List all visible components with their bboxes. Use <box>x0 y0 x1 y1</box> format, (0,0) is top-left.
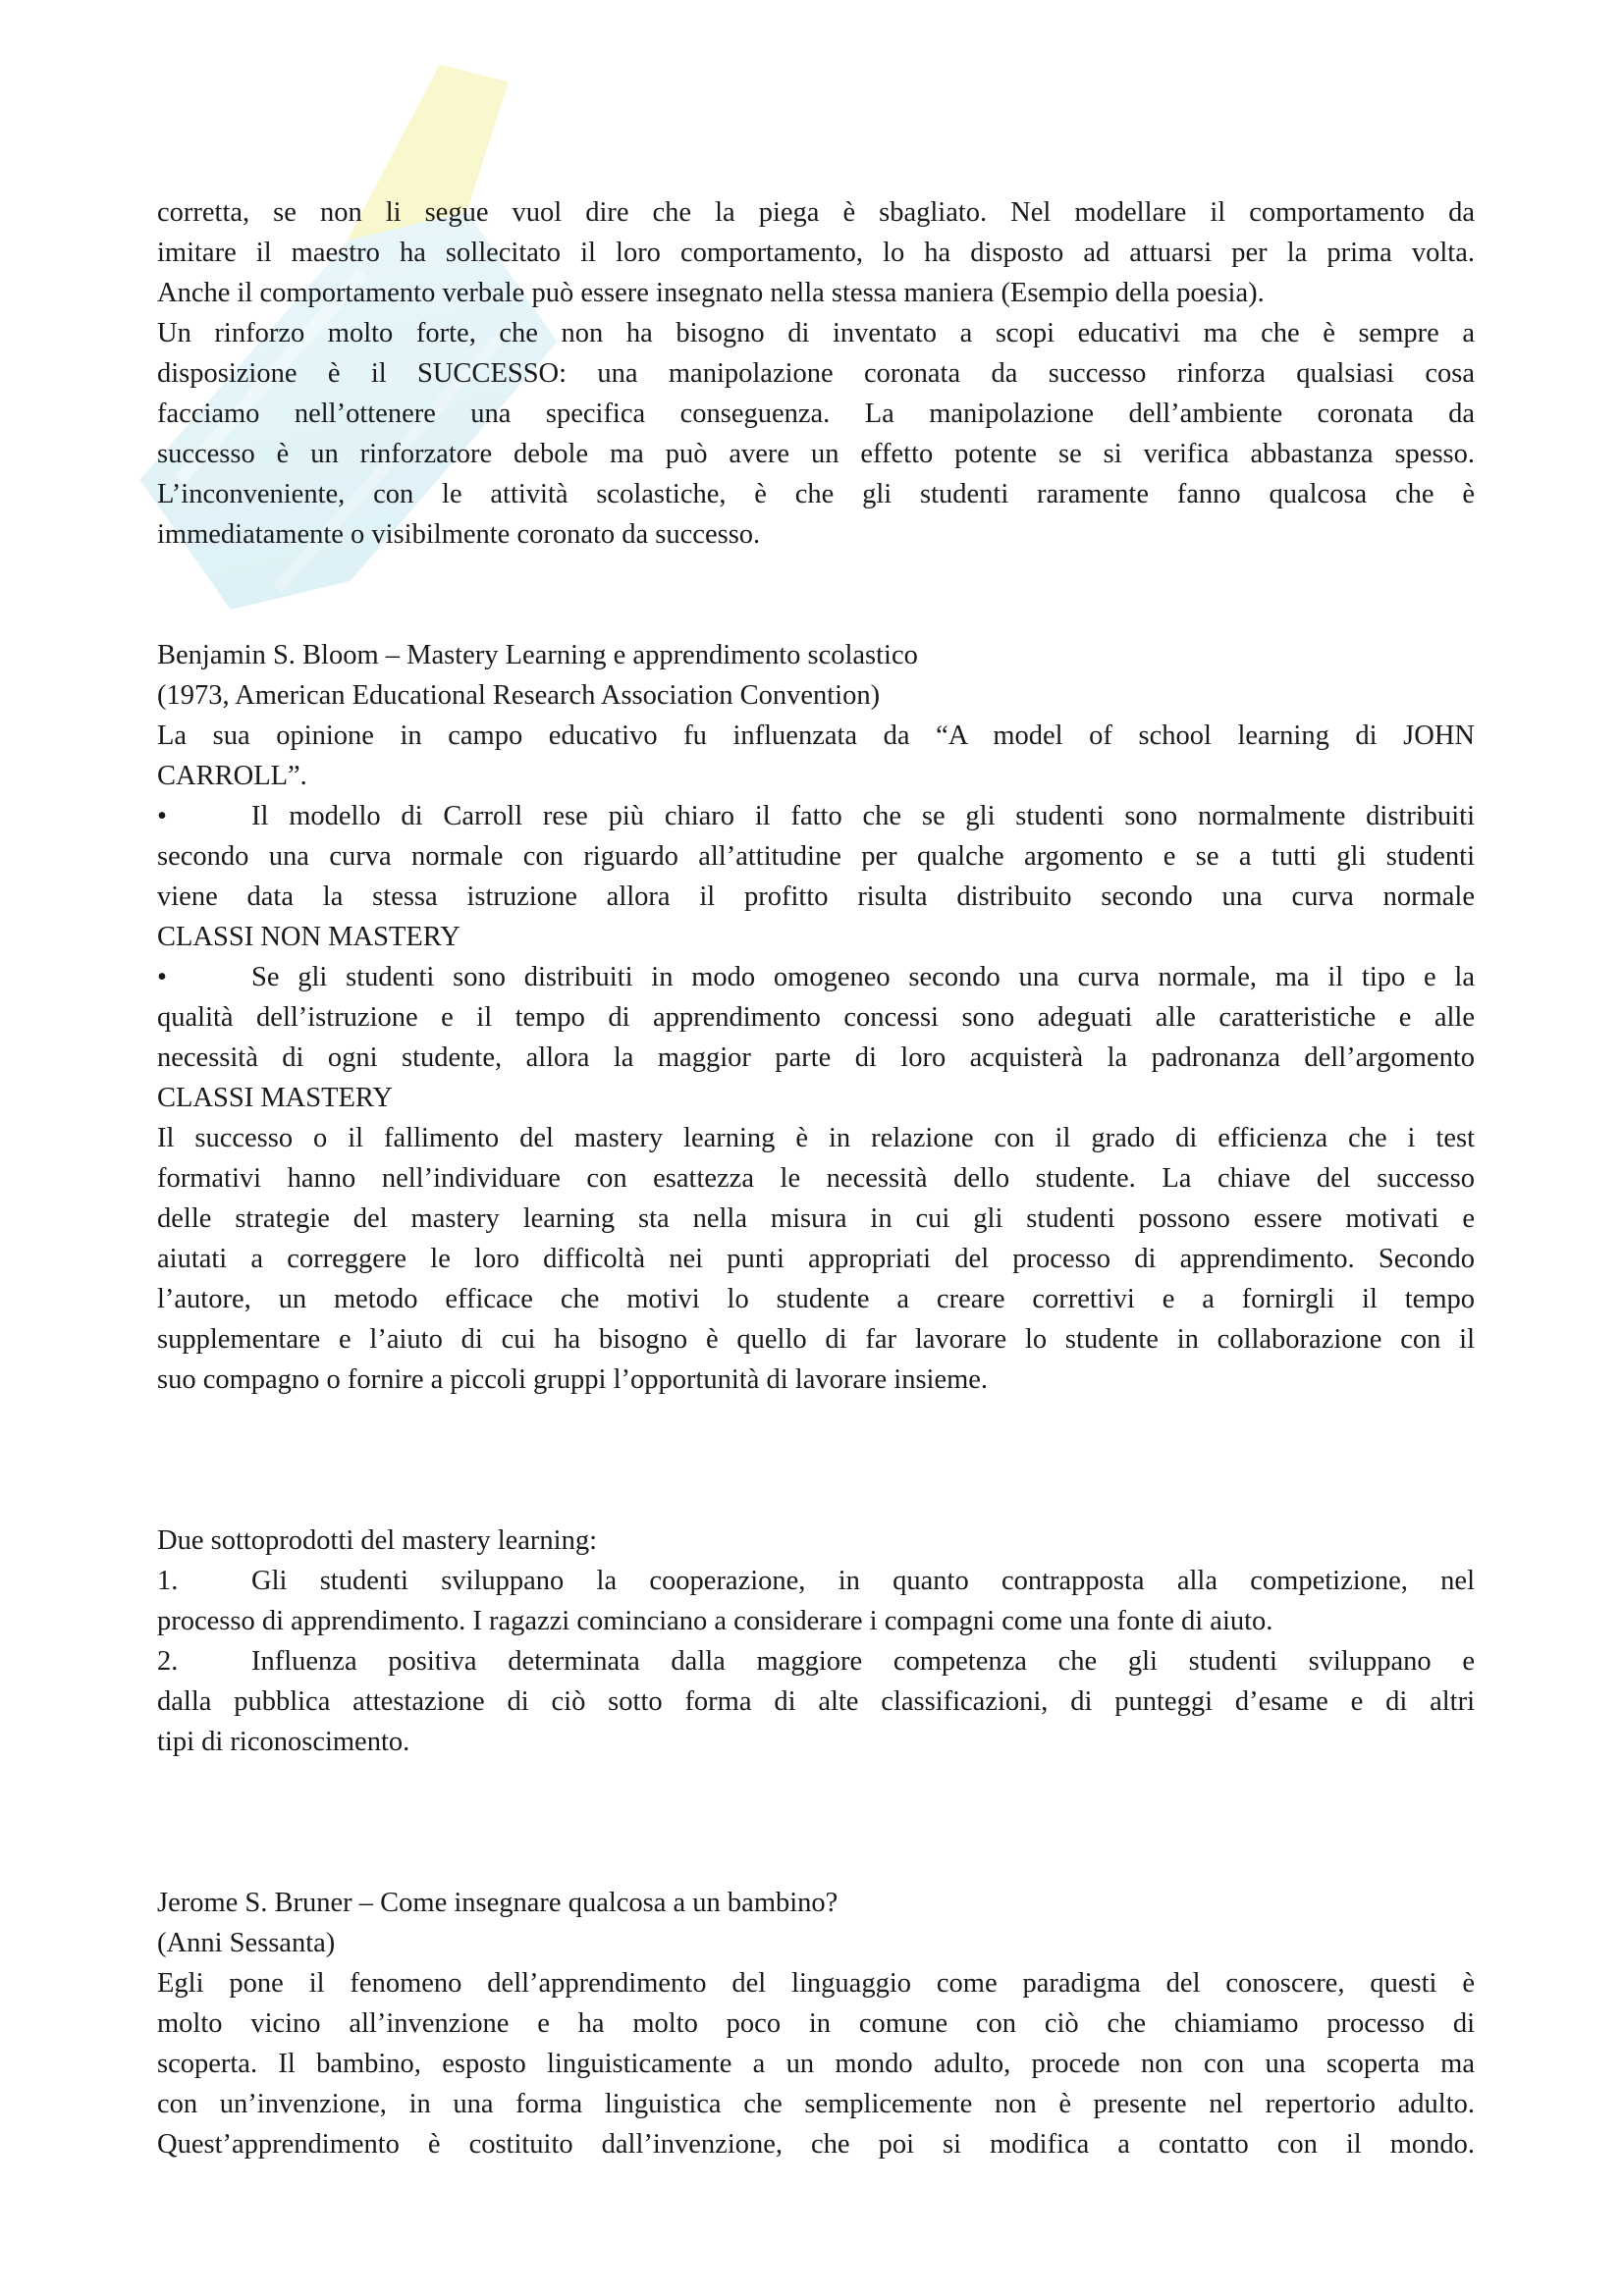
intro-line: Un rinforzo molto forte, che non ha bisogno di inventato a scopi educativi ma che è sempre a <box>157 318 1475 348</box>
bullet-text: viene data la stessa istruzione allora il profitto risulta distribuito secondo una curva normale <box>157 881 1475 912</box>
byproducts-heading: Due sottoprodotti del mastery learning: <box>157 1525 597 1556</box>
bloom-body-line: formativi hanno nell’individuare con esattezza le necessità dello studente. La chiave del successo <box>157 1163 1475 1194</box>
bruner-heading: Jerome S. Bruner – Come insegnare qualcosa a un bambino? <box>157 1888 839 1918</box>
bloom-body-line: delle strategie del mastery learning sta nella misura in cui gli studenti possono essere motivati e <box>157 1203 1475 1234</box>
list-text: Influenza positiva determinata dalla maggiore competenza che gli studenti sviluppano e <box>251 1646 1475 1677</box>
bloom-section <box>157 635 1475 1400</box>
bullet-text: qualità dell’istruzione e il tempo di apprendimento concessi sono adeguati alle caratteristiche e alle <box>157 1002 1475 1033</box>
bullet-text: Il modello di Carroll rese più chiaro il fatto che se gli studenti sono normalmente distribuiti <box>251 801 1475 831</box>
bruner-body-line: scoperta. Il bambino, esposto linguisticamente a un mondo adulto, procede non con una scoperta ma <box>157 2049 1475 2079</box>
intro-line: L’inconveniente, con le attività scolastiche, è che gli studenti raramente fanno qualcosa che è <box>157 479 1475 509</box>
bullet-text: Se gli studenti sono distribuiti in modo omogeneo secondo una curva normale, ma il tipo e la <box>251 962 1475 992</box>
bloom-heading: Benjamin S. Bloom – Mastery Learning e apprendimento scolastico <box>157 640 918 670</box>
bruner-subheading: (Anni Sessanta) <box>157 1928 336 1958</box>
bloom-bullet-item <box>157 957 1475 1118</box>
bloom-body-line: suo compagno o fornire a piccoli gruppi l’opportunità di lavorare insieme. <box>157 1364 989 1395</box>
bruner-section <box>157 1883 1475 2164</box>
list-text: dalla pubblica attestazione di ciò sotto forma di alte classificazioni, di punteggi d’esame e di altri <box>157 1686 1475 1717</box>
bloom-bullet-item <box>157 796 1475 957</box>
intro-line: immediatamente o visibilmente coronato da successo. <box>157 519 761 550</box>
bloom-body-line: l’autore, un metodo efficace che motivi lo studente a creare correttivi e a fornirgli il tempo <box>157 1284 1475 1314</box>
bruner-body-line: molto vicino all’invenzione e ha molto poco in comune con ciò che chiamiamo processo di <box>157 2008 1475 2039</box>
list-marker: 2. <box>157 1646 179 1677</box>
list-text: Gli studenti sviluppano la cooperazione, in quanto contrapposta alla competizione, nel <box>251 1566 1475 1596</box>
byproducts-item <box>157 1561 1475 1641</box>
intro-line: Anche il comportamento verbale può essere insegnato nella stessa maniera (Esempio della poesia). <box>157 278 1265 308</box>
list-text: tipi di riconoscimento. <box>157 1727 410 1757</box>
bullet-text: CLASSI NON MASTERY <box>157 922 460 952</box>
bloom-body-line: aiutati a correggere le loro difficoltà nei punti appropriati del processo di apprendimento. Secondo <box>157 1244 1475 1274</box>
list-marker: 1. <box>157 1566 179 1596</box>
intro-section <box>157 192 1475 555</box>
bullet-marker: • <box>157 962 167 992</box>
byproducts-section <box>157 1521 1475 1762</box>
bullet-marker: • <box>157 801 167 831</box>
bullet-text: necessità di ogni studente, allora la maggior parte di loro acquisterà la padronanza dell’argomento <box>157 1042 1475 1073</box>
bloom-intro-line: La sua opinione in campo educativo fu influenzata da “A model of school learning di JOHN <box>157 721 1475 751</box>
intro-line: corretta, se non li segue vuol dire che la piega è sbagliato. Nel modellare il comportamento da <box>157 197 1475 228</box>
bloom-body-line: Il successo o il fallimento del mastery learning è in relazione con il grado di efficienza che i test <box>157 1123 1475 1153</box>
bloom-subheading: (1973, American Educational Research Association Convention) <box>157 680 881 711</box>
bloom-body-line: supplementare e l’aiuto di cui ha bisogno è quello di far lavorare lo studente in collaborazione con il <box>157 1324 1475 1355</box>
list-text: processo di apprendimento. I ragazzi cominciano a considerare i compagni come una fonte di aiuto. <box>157 1606 1273 1636</box>
byproducts-item <box>157 1641 1475 1762</box>
bullet-text: CLASSI MASTERY <box>157 1083 393 1113</box>
bruner-body-line: Quest’apprendimento è costituito dall’invenzione, che poi si modifica a contatto con il mondo. <box>157 2129 1475 2160</box>
intro-line: facciamo nell’ottenere una specifica conseguenza. La manipolazione dell’ambiente coronata da <box>157 399 1475 429</box>
intro-line: imitare il maestro ha sollecitato il loro comportamento, lo ha disposto ad attuarsi per la prima volta. <box>157 238 1475 268</box>
intro-line: successo è un rinforzatore debole ma può avere un effetto potente se si verifica abbastanza spesso. <box>157 439 1475 469</box>
intro-line: disposizione è il SUCCESSO: una manipolazione coronata da successo rinforza qualsiasi cosa <box>157 358 1475 389</box>
bloom-intro-line: CARROLL”. <box>157 761 307 791</box>
bruner-body-line: Egli pone il fenomeno dell’apprendimento del linguaggio come paradigma del conoscere, questi è <box>157 1968 1475 1999</box>
document-page <box>157 192 1475 2164</box>
bruner-body-line: con un’invenzione, in una forma linguistica che semplicemente non è presente nel repertorio adulto. <box>157 2089 1475 2119</box>
bullet-text: secondo una curva normale con riguardo all’attitudine per qualche argomento e se a tutti gli studenti <box>157 841 1475 872</box>
